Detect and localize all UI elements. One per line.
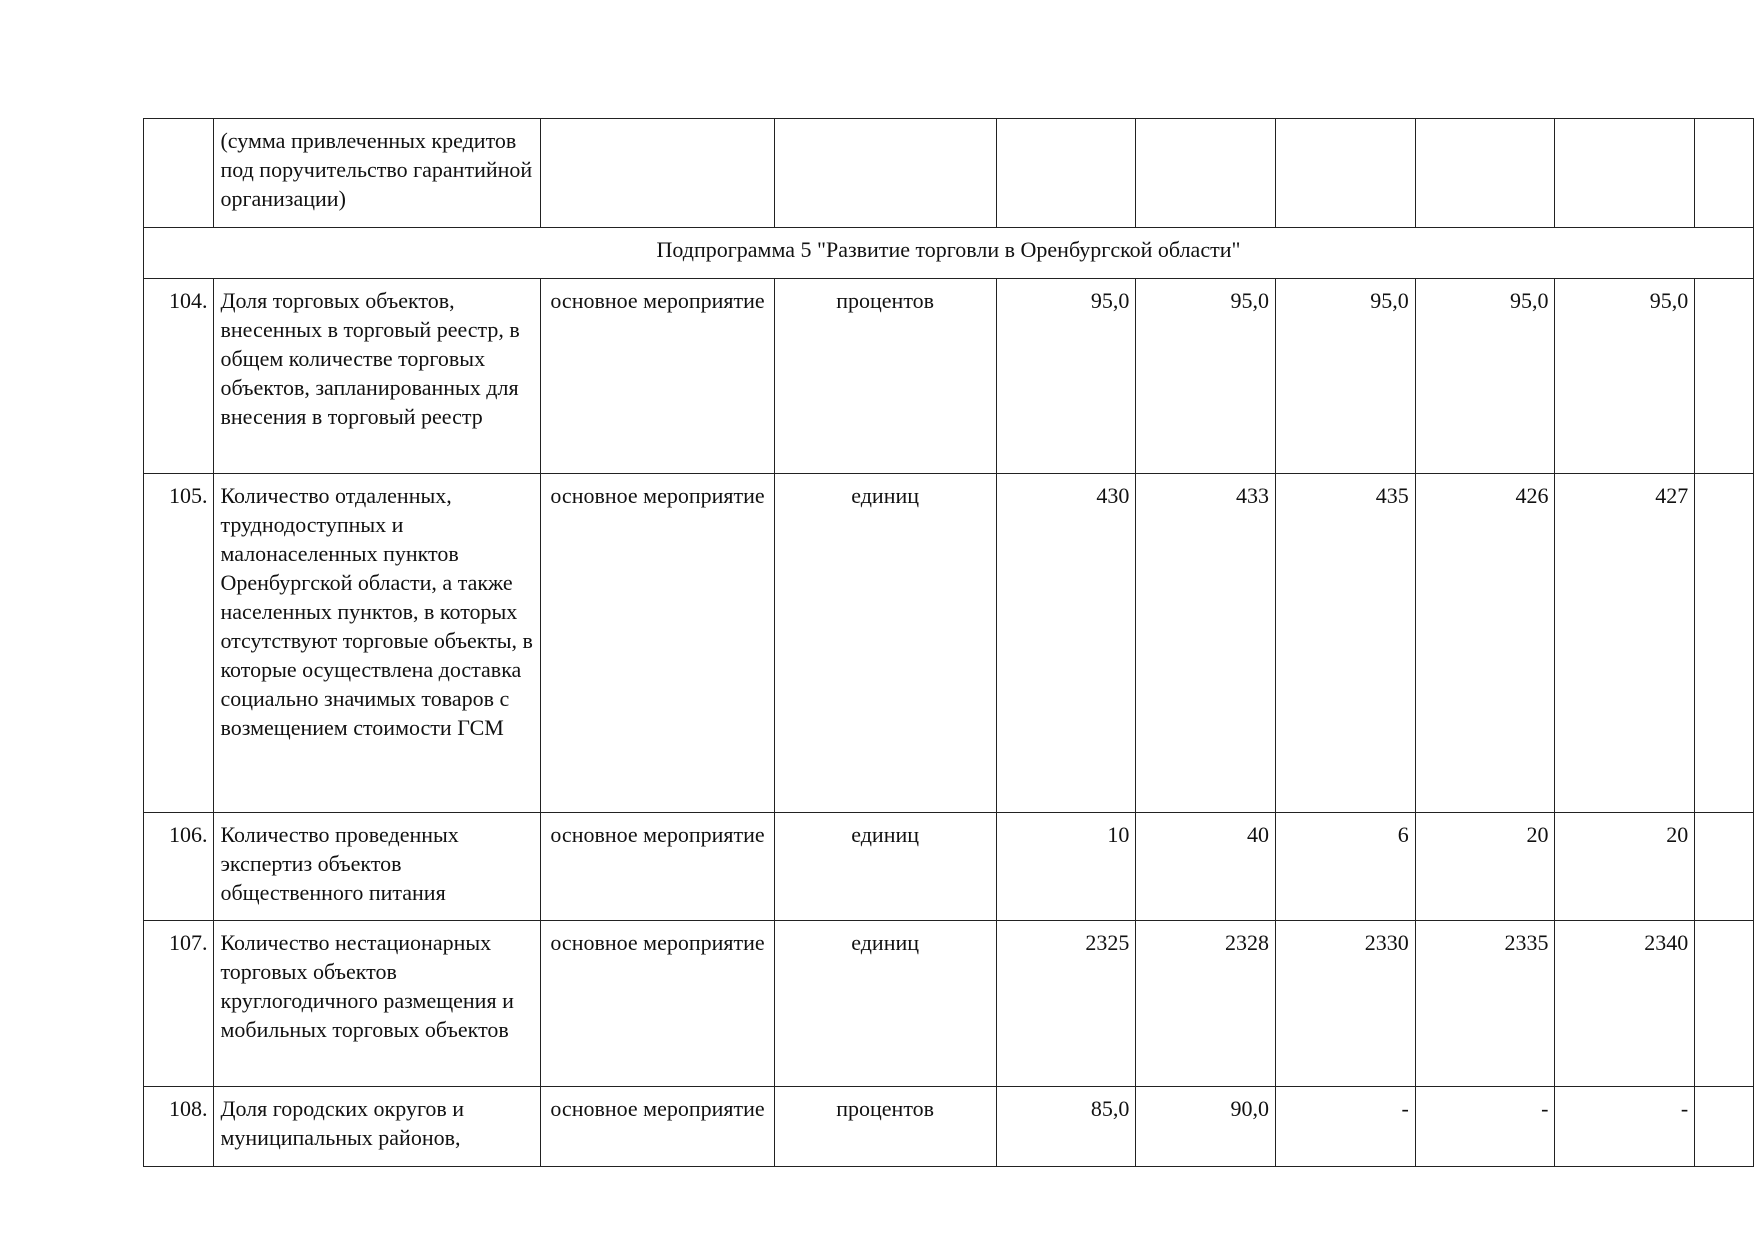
section-title: Подпрограмма 5 "Развитие торговли в Оренбургской области" <box>144 228 1754 279</box>
indicator-name-cell: Доля торговых объектов, внесенных в торговый реестр, в общем количестве торговых объектов, запланированных для внесения в торговый реестр <box>214 279 541 474</box>
row-number-cell: 108. <box>144 1087 214 1167</box>
indicators-table <box>143 118 1754 1167</box>
empty-cell <box>1695 279 1754 474</box>
indicator-name-cell: (сумма привлеченных кредитов под поручительство гарантийной организации) <box>214 119 541 228</box>
row-number-cell: 107. <box>144 921 214 1087</box>
indicator-type-cell: основное мероприятие <box>541 1087 774 1167</box>
value-cell: 95,0 <box>1555 279 1695 474</box>
empty-cell <box>1695 119 1754 228</box>
unit-cell: процентов <box>774 1087 996 1167</box>
table-row-section <box>144 228 1754 279</box>
indicator-name-cell: Доля городских округов и муниципальных районов, <box>214 1087 541 1167</box>
value-cell: 95,0 <box>1415 279 1555 474</box>
value-cell: 2335 <box>1415 921 1555 1087</box>
value-cell: 90,0 <box>1136 1087 1276 1167</box>
empty-cell <box>1136 119 1276 228</box>
table-row-continuation <box>144 119 1754 228</box>
value-cell: 95,0 <box>1276 279 1416 474</box>
unit-cell: единиц <box>774 813 996 921</box>
row-number-cell <box>144 119 214 228</box>
indicator-name-cell: Количество нестационарных торговых объектов круглогодичного размещения и мобильных торговых объектов <box>214 921 541 1087</box>
empty-cell <box>1276 119 1416 228</box>
table-row <box>144 279 1754 474</box>
indicator-type-cell: основное мероприятие <box>541 921 774 1087</box>
table-row <box>144 474 1754 813</box>
empty-cell <box>1695 1087 1754 1167</box>
value-cell: 2330 <box>1276 921 1416 1087</box>
empty-cell <box>1695 474 1754 813</box>
value-cell: - <box>1415 1087 1555 1167</box>
empty-cell <box>1695 921 1754 1087</box>
value-cell: - <box>1276 1087 1416 1167</box>
value-cell: 10 <box>996 813 1136 921</box>
row-number-cell: 106. <box>144 813 214 921</box>
empty-cell <box>774 119 996 228</box>
indicator-type-cell: основное мероприятие <box>541 279 774 474</box>
value-cell: 6 <box>1276 813 1416 921</box>
value-cell: 95,0 <box>1136 279 1276 474</box>
row-number-cell: 105. <box>144 474 214 813</box>
indicator-type-cell: основное мероприятие <box>541 813 774 921</box>
value-cell: 20 <box>1415 813 1555 921</box>
value-cell: 95,0 <box>996 279 1136 474</box>
unit-cell: единиц <box>774 474 996 813</box>
empty-cell <box>1695 813 1754 921</box>
value-cell: 2340 <box>1555 921 1695 1087</box>
value-cell: 430 <box>996 474 1136 813</box>
row-number-cell: 104. <box>144 279 214 474</box>
unit-cell: единиц <box>774 921 996 1087</box>
indicator-name-cell: Количество отдаленных, труднодоступных и малонаселенных пунктов Оренбургской области, а также населенных пунктов, в которых отсутствуют торговые объекты, в которые осуществлена доставка социально значимых товаров с возмещением стоимости ГСМ <box>214 474 541 813</box>
value-cell: - <box>1555 1087 1695 1167</box>
value-cell: 433 <box>1136 474 1276 813</box>
indicator-name-cell: Количество проведенных экспертиз объектов общественного питания <box>214 813 541 921</box>
value-cell: 85,0 <box>996 1087 1136 1167</box>
indicator-type-cell: основное мероприятие <box>541 474 774 813</box>
value-cell: 40 <box>1136 813 1276 921</box>
unit-cell: процентов <box>774 279 996 474</box>
table-row <box>144 813 1754 921</box>
table-row <box>144 1087 1754 1167</box>
empty-cell <box>1555 119 1695 228</box>
empty-cell <box>541 119 774 228</box>
value-cell: 435 <box>1276 474 1416 813</box>
value-cell: 426 <box>1415 474 1555 813</box>
empty-cell <box>996 119 1136 228</box>
value-cell: 427 <box>1555 474 1695 813</box>
value-cell: 2328 <box>1136 921 1276 1087</box>
value-cell: 2325 <box>996 921 1136 1087</box>
table-row <box>144 921 1754 1087</box>
empty-cell <box>1415 119 1555 228</box>
value-cell: 20 <box>1555 813 1695 921</box>
